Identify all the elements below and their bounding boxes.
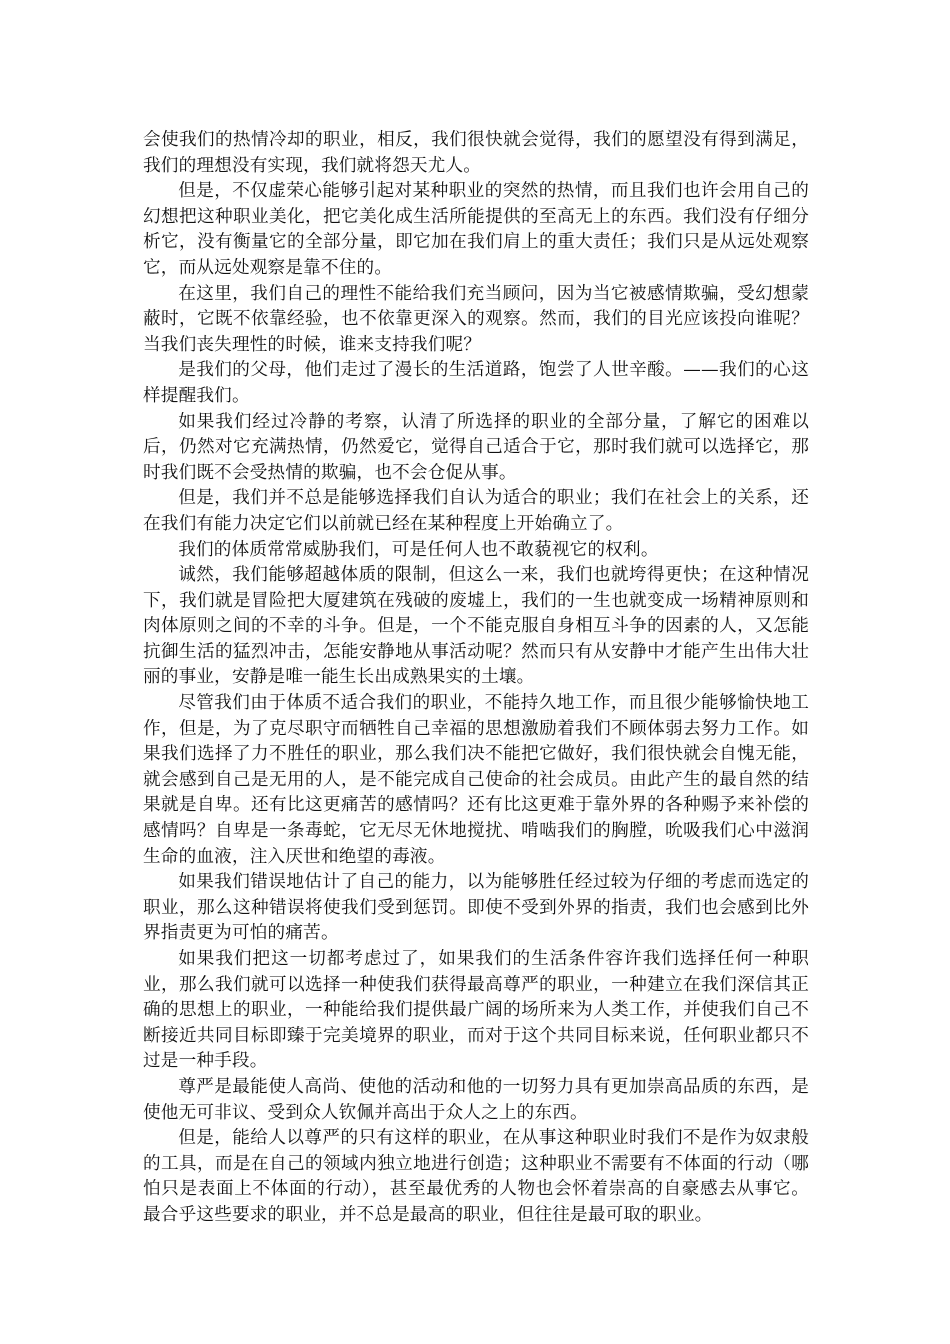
paragraph: 如果我们错误地估计了自己的能力，以为能够胜任经过较为仔细的考虑而选定的职业，那么这种错误将使我们受到惩罚。即使不受到外界的指责，我们也会感到比外界指责更为可怕的痛苦。 xyxy=(143,872,809,944)
paragraph: 是我们的父母，他们走过了漫长的生活道路，饱尝了人世辛酸。——我们的心这样提醒我们。 xyxy=(143,360,809,406)
paragraph: 在这里，我们自己的理性不能给我们充当顾问，因为当它被感情欺骗，受幻想蒙蔽时，它既不依靠经验，也不依靠更深入的观察。然而，我们的目光应该投向谁呢？当我们丧失理性的时候，谁来支持我们呢？ xyxy=(143,283,809,355)
paragraph: 如果我们把这一切都考虑过了，如果我们的生活条件容许我们选择任何一种职业，那么我们就可以选择一种使我们获得最高尊严的职业，一种建立在我们深信其正确的思想上的职业，一种能给我们提供最广阔的场所来为人类工作，并使我们自己不断接近共同目标即臻于完美境界的职业，而对于这个共同目标来说，任何职业都只不过是一种手段。 xyxy=(143,949,809,1072)
document-body xyxy=(143,128,809,1229)
paragraph: 会使我们的热情冷却的职业，相反，我们很快就会觉得，我们的愿望没有得到满足，我们的理想没有实现，我们就将怨天尤人。 xyxy=(143,130,809,176)
paragraph: 尊严是最能使人高尚、使他的活动和他的一切努力具有更加崇高品质的东西，是使他无可非议、受到众人钦佩并高出于众人之上的东西。 xyxy=(143,1076,809,1123)
paragraph: 但是，能给人以尊严的只有这样的职业，在从事这种职业时我们不是作为奴隶般的工具，而是在自己的领域内独立地进行创造；这种职业不需要有不体面的行动（哪怕只是表面上不体面的行动），甚至最优秀的人物也会怀着崇高的自豪感去从事它。最合乎这些要求的职业，并不总是最高的职业，但往往是最可取的职业。 xyxy=(143,1128,809,1225)
paragraph: 诚然，我们能够超越体质的限制，但这么一来，我们也就垮得更快；在这种情况下，我们就是冒险把大厦建筑在残破的废墟上，我们的一生也就变成一场精神原则和肉体原则之间的不幸的斗争。但是，一个不能克服自身相互斗争的因素的人，又怎能抗御生活的猛烈冲击，怎能安静地从事活动呢？然而只有从安静中才能产生出伟大壮丽的事业，安静是唯一能生长出成熟果实的土壤。 xyxy=(143,565,809,688)
paragraph: 尽管我们由于体质不适合我们的职业，不能持久地工作，而且很少能够愉快地工作，但是，为了克尽职守而牺牲自己幸福的思想激励着我们不顾体弱去努力工作。如果我们选择了力不胜任的职业，那么我们决不能把它做好，我们很快就会自愧无能，就会感到自己是无用的人，是不能完成自己使命的社会成员。由此产生的最自然的结果就是自卑。还有比这更痛苦的感情吗？还有比这更难于靠外界的各种赐予来补偿的感情吗？自卑是一条毒蛇，它无尽无休地搅扰、啃啮我们的胸膛，吮吸我们心中滋润生命的血液，注入厌世和绝望的毒液。 xyxy=(143,693,809,867)
paragraph: 但是，我们并不总是能够选择我们自认为适合的职业；我们在社会上的关系，还在我们有能力决定它们以前就已经在某种程度上开始确立了。 xyxy=(143,488,809,534)
paragraph: 我们的体质常常威胁我们，可是任何人也不敢藐视它的权利。 xyxy=(178,539,659,560)
paragraph: 如果我们经过冷静的考察，认清了所选择的职业的全部分量，了解它的困难以后，仍然对它充满热情，仍然爱它，觉得自己适合于它，那时我们就可以选择它，那时我们既不会受热情的欺骗，也不会仓促从事。 xyxy=(143,411,809,483)
paragraph: 但是，不仅虚荣心能够引起对某种职业的突然的热情，而且我们也许会用自己的幻想把这种职业美化，把它美化成生活所能提供的至高无上的东西。我们没有仔细分析它，没有衡量它的全部分量，即它加在我们肩上的重大责任；我们只是从远处观察它，而从远处观察是靠不住的。 xyxy=(143,181,809,278)
